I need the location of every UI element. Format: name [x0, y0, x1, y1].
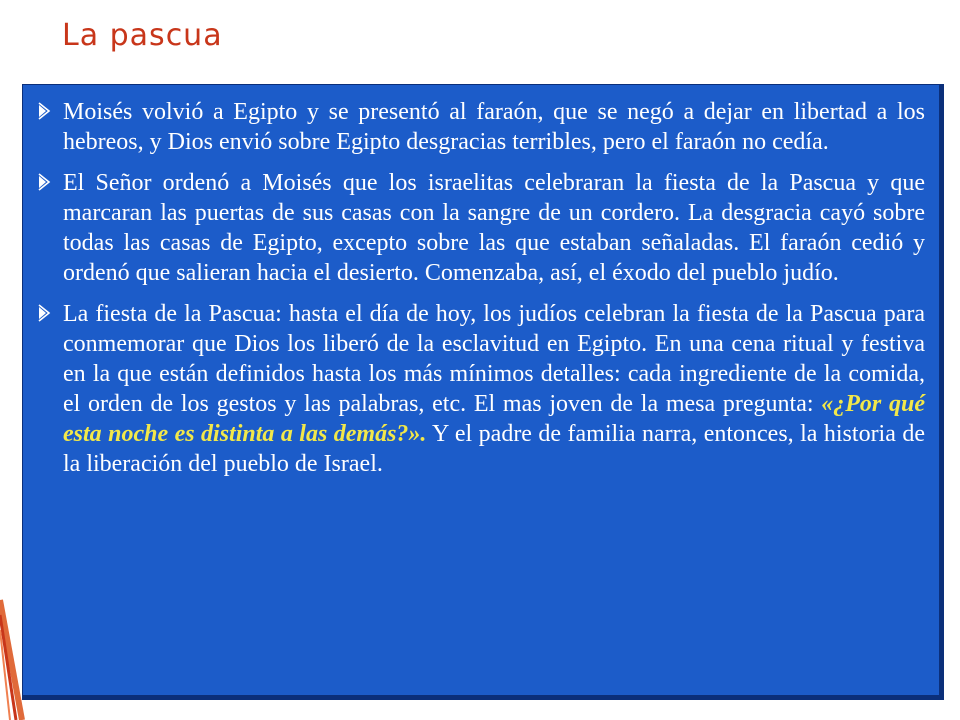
bullet-item-1	[63, 97, 925, 157]
bullet-item-3	[63, 299, 925, 479]
arrow-bullet-icon	[37, 302, 51, 324]
arrow-bullet-icon	[37, 171, 51, 193]
bullet-text: Moisés volvió a Egipto y se presentó al faraón, que se negó a dejar en libertad a los hebreos, y Dios envió sobre Egipto desgracias terribles, pero el faraón no cedía.	[63, 99, 925, 155]
bullet-text-continued: Y el padre de familia narra, entonces, la historia de la liberación del pueblo de Israel.	[63, 421, 925, 477]
content-panel	[22, 84, 944, 700]
arrow-bullet-icon	[37, 100, 51, 122]
bullet-item-2	[63, 168, 925, 288]
bullet-text: La fiesta de la Pascua: hasta el día de hoy, los judíos celebran la fiesta de la Pascua para conmemorar que Dios los liberó de la esclavitud en Egipto. En una cena ritual y festiva en la que están definidos hasta los más mínimos detalles: cada ingrediente de la comida, el orden de los gestos y las palabras, etc. El mas joven de la mesa pregunta:	[63, 301, 925, 417]
slide-title: La pascua	[62, 18, 223, 53]
highlighted-quote: «¿Por qué esta noche es distinta a las demás?».	[63, 391, 925, 447]
bullet-text: El Señor ordenó a Moisés que los israelitas celebraran la fiesta de la Pascua y que marcaran las puertas de sus casas con la sangre de un cordero. La desgracia cayó sobre todas las casas de Egipto, excepto sobre las que estaban señaladas. El faraón cedió y ordenó que salieran hacia el desierto. Comenzaba, así, el éxodo del pueblo judío.	[63, 170, 925, 286]
